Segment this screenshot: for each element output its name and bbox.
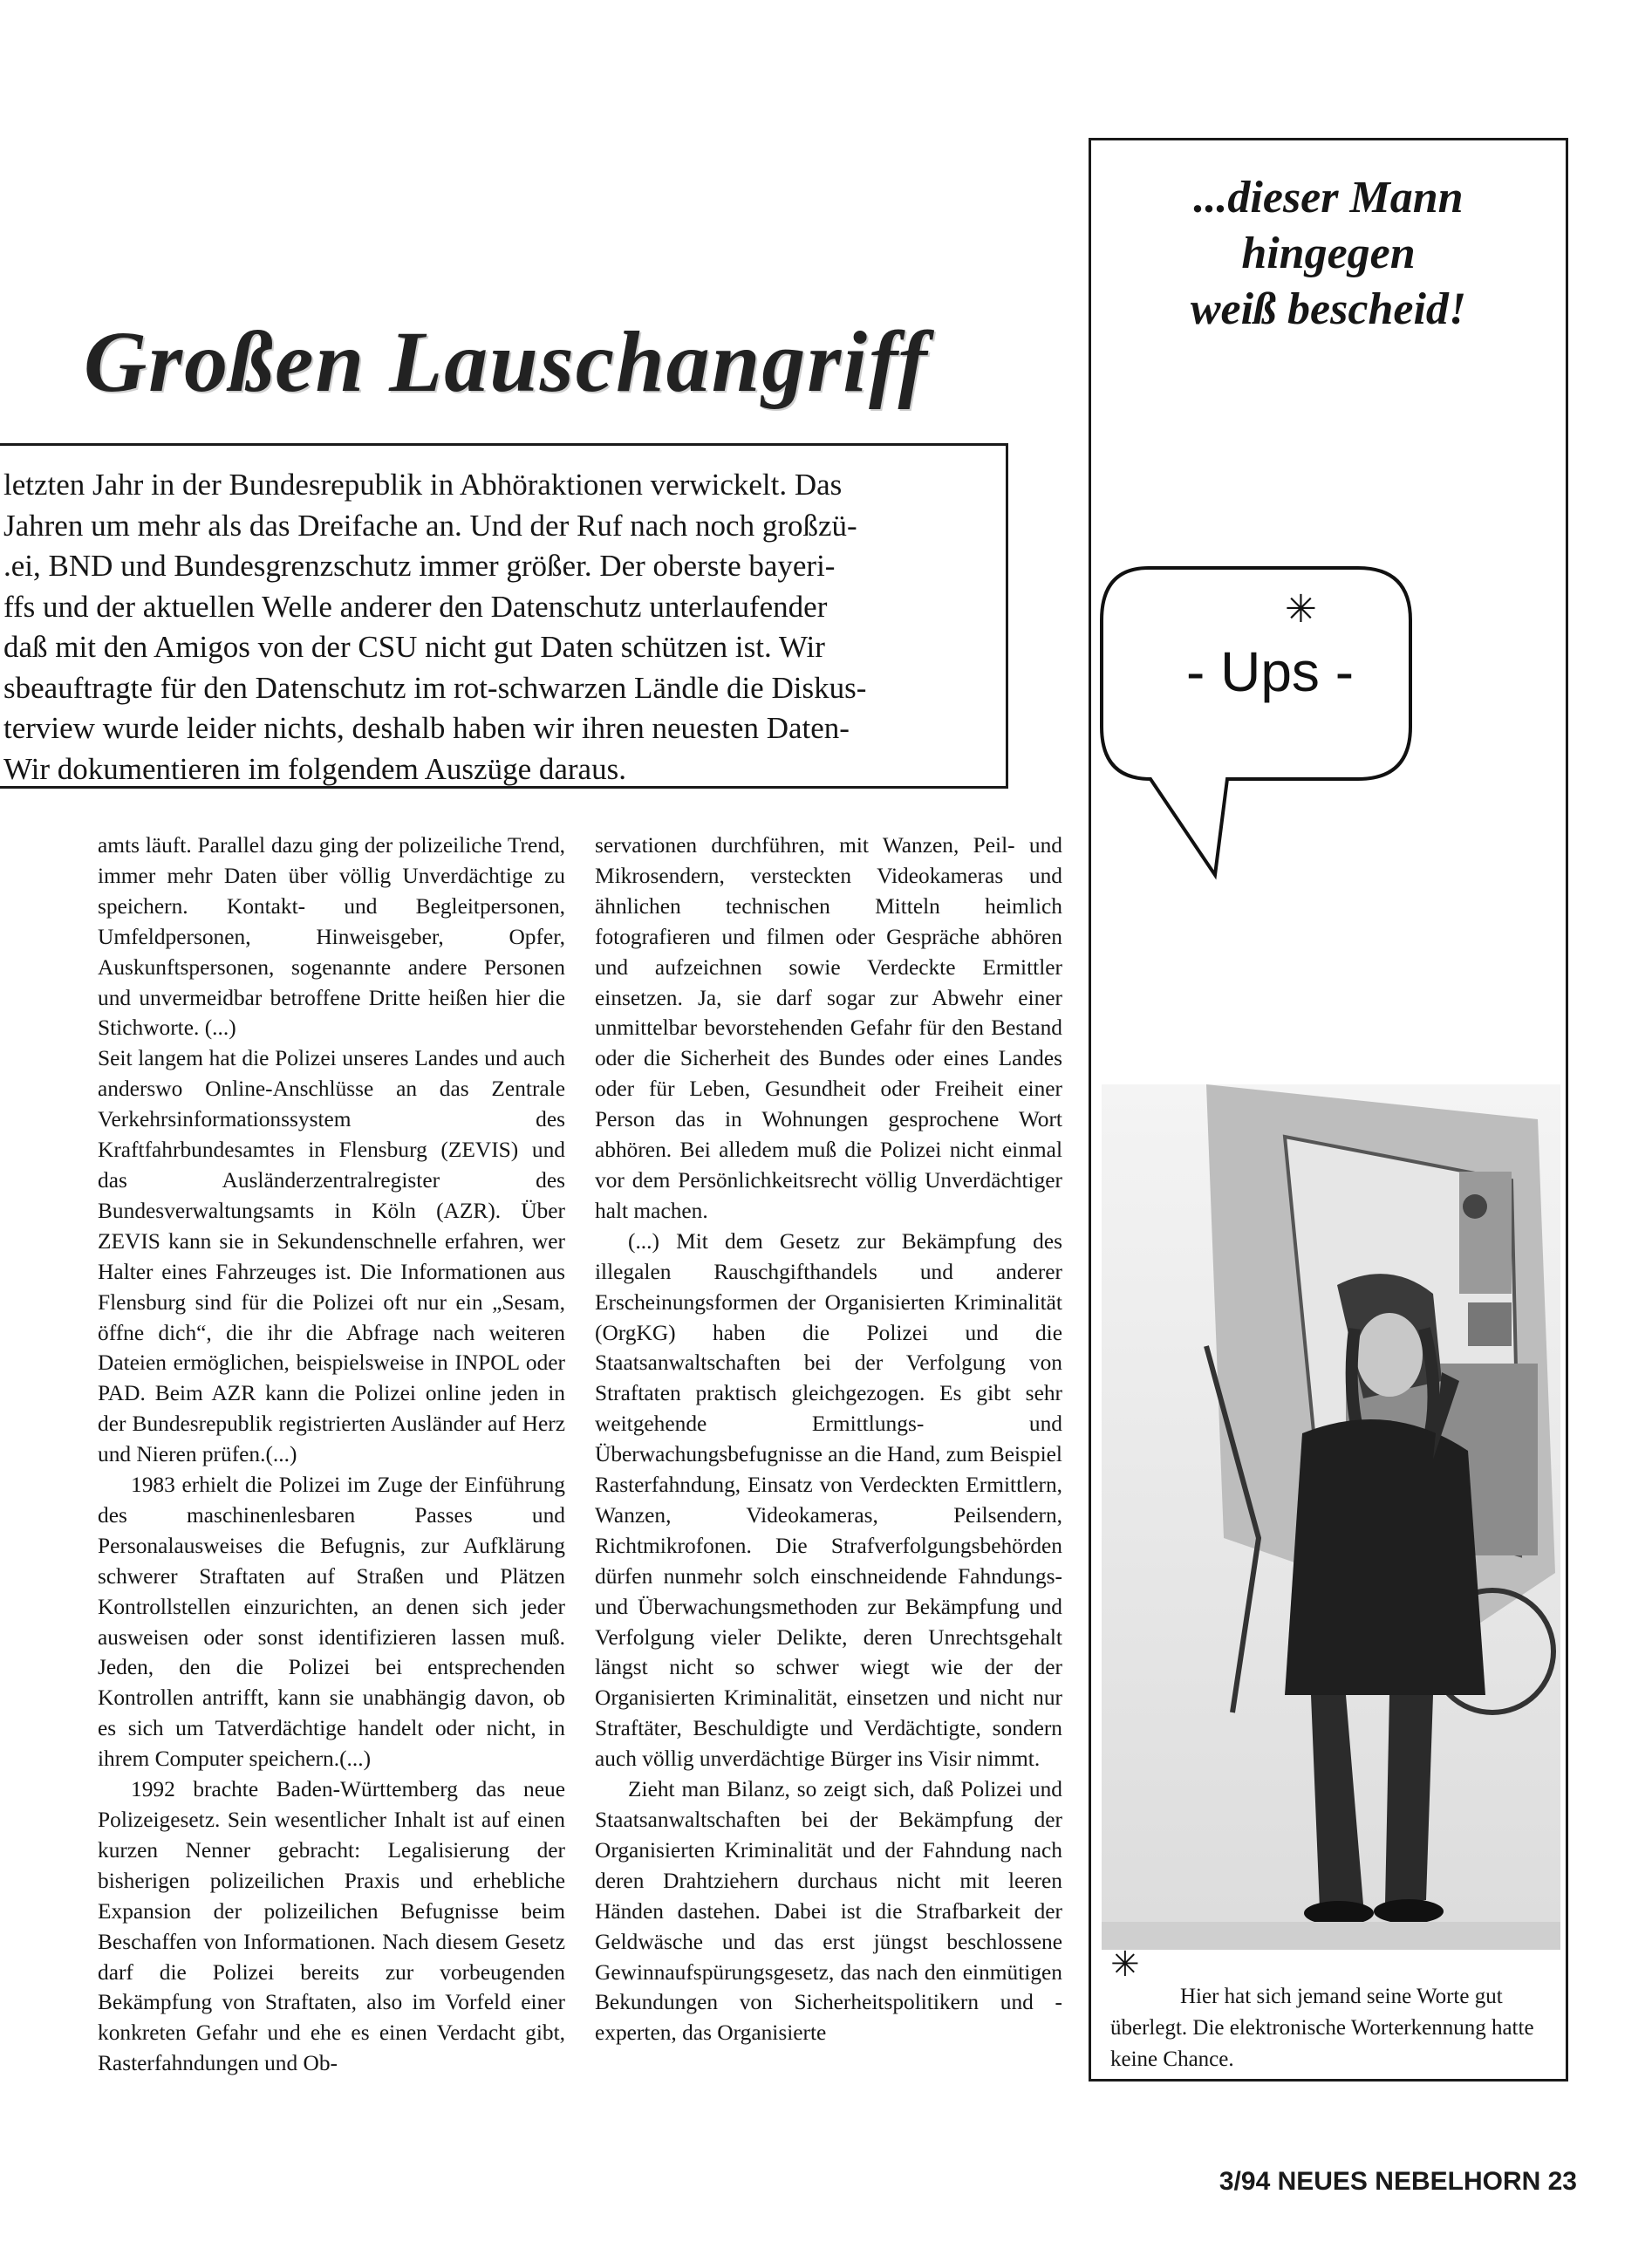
intro-line: .ei, BND und Bundesgrenzschutz immer größer. Der oberste bayeri- [3,549,836,583]
intro-line: sbeauftragte für den Datenschutz im rot-schwarzen Ländle die Diskus- [3,670,867,705]
paragraph: (...) Mit dem Gesetz zur Bekämpfung des illegalen Rauschgifthandels und anderer Erscheinungsformen der Organisierten Kriminalität (OrgKG) haben die Polizei und die Staatsanwaltschaften bei der Verfolgung von Straftaten praktisch gleichgezogen. Es gibt sehr weitgehende Ermittlungs- und Überwachungsbefugnisse an die Hand, zum Beispiel Rasterfahndung, Einsatz von Verdeckten Ermittlern, Wanzen, Videokameras, Peilsendern, Richtmikrofonen. Die Strafverfolgungsbehörden dürfen nunmehr solch einschneidende Fahndungs- und Überwachungsmethoden zur Bekämpfung und Verfolgung vieler Delikte, deren Unrechtsgehalt längst nicht so schwer wiegt wie der der Organisierten Kriminalität, einsetzen und nicht nur Straftäter, Beschuldigte und Verdächtigte, sondern auch völlig unverdächtige Bürger ins Visir nimmt. [595,1228,1062,1772]
caption-line: überlegt. Die elektronische Worterkennung hatte keine Chance. [1110,2016,1534,2071]
sidebar-box [1089,138,1568,2082]
intro-line: letzten Jahr in der Bundesrepublik in Abhöraktionen verwickelt. Das [3,468,843,502]
paragraph: 1992 brachte Baden-Württemberg das neue Polizeigesetz. Sein wesentlicher Inhalt ist auf einen kurzen Nenner gebracht: Legalisierung der bisherigen polizeilichen Praxis und erhebliche Expansion der polizeilichen Befugnisse beim Beschaffen von Informationen. Nach diesem Gesetz darf die Polizei bereits zur vorbeugenden Bekämpfung von Straftaten, also im Vorfeld einer konkreten Gefahr und ehe es einen Verdacht gibt, Rasterfahndungen und Ob- [98,1777,565,2076]
paragraph: servationen durchführen, mit Wanzen, Peil- und Mikrosendern, versteckten Videokameras und ähnlichen technischen Mitteln heimlich fotografieren und filmen oder Gespräche abhören und aufzeichnen sowie Verdeckte Ermittler einsetzen. Ja, sie darf sogar zur Abwehr einer unmittelbar bevorstehenden Gefahr für den Bestand oder die Sicherheit des Bundes oder eines Landes oder für Leben, Gesundheit oder Freiheit einer Person das in Wohnungen gesprochene Wort abhören. Bei alledem muß die Polizei nicht einmal vor dem Persönlichkeitsrecht völlig Unverdächtiger halt machen. [595,833,1062,1223]
article-column-middle [595,831,1062,2048]
paragraph: 1983 erhielt die Polizei im Zuge der Einführung des maschinenlesbaren Passes und Personalausweises die Befugnis, zur Aufklärung schwerer Straftaten auf Straßen und Plätzen Kontrollstellen einzurichten, an denen sich jeder ausweisen oder sonst identifizieren lassen muß. Jeden, den die Polizei bei entsprechenden Kontrollen antrifft, kann sie unabhängig davon, ob es sich um Tatverdächtige handelt oder nicht, in ihrem Computer speichern.(...) [98,1473,565,1772]
headline: Großen Lauschangriff [84,313,929,410]
article-column-left [98,831,565,2079]
sidebar-heading-line: hingegen [1241,229,1416,278]
sparkle-icon: ✳ [1285,587,1317,632]
intro-line: Jahren um mehr als das Dreifache an. Und der Ruf nach noch großzü- [3,508,857,543]
speech-bubble-icon [1096,561,1428,980]
phone-booth-photo [1102,1084,1560,1950]
intro-line: daß mit den Amigos von der CSU nicht gut Daten schützen ist. Wir [3,630,825,664]
sidebar-heading-line: weiß bescheid! [1190,284,1467,334]
paragraph: amts läuft. Parallel dazu ging der polizeiliche Trend, immer mehr Daten über völlig Unverdächtige zu speichern. Kontakt- und Begleitpersonen, Umfeldpersonen, Hinweisgeber, Opfer, Auskunftspersonen, sogenannte andere Personen und unvermeidbar betroffene Dritte heißen hier die Stichworte. (...) [98,833,565,1041]
intro-line: terview wurde leider nichts, deshalb haben wir ihren neuesten Daten- [3,711,850,745]
sparkle-icon: ✳ [1110,1945,1140,1985]
caption-line: Hier hat sich jemand seine Worte gut [1180,1985,1503,2008]
photo-caption [1110,1981,1546,2075]
page-footer: 3/94 NEUES NEBELHORN 23 [1219,2167,1577,2196]
paragraph: Seit langem hat die Polizei unseres Landes und auch anderswo Online-Anschlüsse an das Zentrale Verkehrsinformationssystem des Kraftfahrbundesamtes in Flensburg (ZEVIS) und das Ausländerzentralregister des Bundesverwaltungsamts in Köln (AZR). Über ZEVIS kann sie in Sekundenschnelle erfahren, wer Halter eines Fahrzeuges ist. Die Informationen aus Flensburg sind für die Polizei oft nur ein „Sesam, öffne dich“, die ihr die Abfrage nach weiteren Dateien ermöglichen, beispielsweise in INPOL oder PAD. Beim AZR kann die Polizei online jeden in der Bundesrepublik registrierten Ausländer auf Herz und Nieren prüfen.(...) [98,1046,565,1467]
bubble-text: - Ups - [1186,640,1354,703]
sidebar-heading-line: ...dieser Mann [1193,173,1464,222]
intro-line: ffs und der aktuellen Welle anderer den Datenschutz unterlaufender [3,589,828,624]
intro-line: Wir dokumentieren im folgendem Auszüge daraus. [3,751,626,786]
paragraph: Zieht man Bilanz, so zeigt sich, daß Polizei und Staatsanwaltschaften bei der Bekämpfung der Organisierten Kriminalität und der Fahndung nach deren Drahtziehern durchaus nicht mit leeren Händen dastehen. Dabei ist die Strafbarkeit der Geldwäsche und das erst jüngst beschlossene Gewinnaufspürungsgesetz, das nach den einmütigen Bekundungen von Sicherheitspolitikern und -experten, das Organisierte [595,1777,1062,2046]
intro-box [0,443,1008,789]
sidebar-heading [1091,170,1566,338]
